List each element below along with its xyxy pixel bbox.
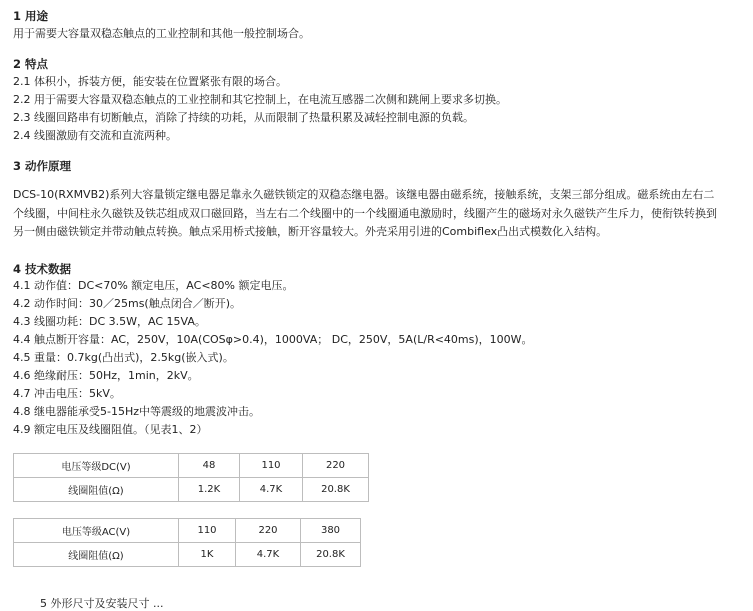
dc-voltage-table [13, 453, 369, 502]
tech-item: 4.1 动作值：DC<70% 额定电压，AC<80% 额定电压。 [13, 279, 294, 292]
feature-item: 2.3 线圈回路串有切断触点，消除了持续的功耗，从而限制了热量积累及减轻控制电源的负载。 [13, 111, 474, 124]
feature-item: 2.1 体积小，拆装方便，能安装在位置紧张有限的场合。 [13, 75, 287, 88]
tech-item: 4.7 冲击电压：5kV。 [13, 387, 121, 400]
table-cell: 1K [179, 543, 236, 567]
heading-features: 2 特点 [13, 57, 49, 71]
tech-item: 4.4 触点断开容量：AC，250V，10A(COSφ>0.4)，1000VA； DC，250V，5A(L/R<40ms)，100W。 [13, 333, 533, 346]
table-cell: 220 [236, 519, 301, 543]
principle-paragraph: DCS-10(RXMVB2)系列大容量锁定继电器足靠永久磁铁锁定的双稳态继电器。该继电器由磁系统，接触系统，支架三部分组成。磁系统由左右二个线圈，中间柱永久磁铁及铁芯组成双口磁回路，当左右二个线圈中的一个线圈通电激励时，线圈产生的磁场对永久磁铁产生斥力，使衔铁转换到另一侧由磁铁锁定并带动触点转换。触点采用桥式接触，断开容量较大。外壳采用引进的Combiflex凸出式模数化入结构。 [13, 188, 717, 239]
table-cell: 20.8K [301, 543, 361, 567]
table-cell: 110 [240, 454, 303, 478]
feature-item: 2.2 用于需要大容量双稳态触点的工业控制和其它控制上，在电流互感器二次侧和跳闸上要求多切换。 [13, 93, 507, 106]
tech-item: 4.8 继电器能承受5-15Hz中等震级的地震波冲击。 [13, 405, 260, 418]
table-cell: 1.2K [179, 478, 240, 502]
table-cell: 20.8K [303, 478, 369, 502]
tech-item: 4.2 动作时间：30／25ms(触点闭合／断开)。 [13, 297, 242, 310]
table-cell: 线圈阻值(Ω) [14, 543, 179, 567]
table-cell: 48 [179, 454, 240, 478]
table-cell: 电压等级DC(V) [14, 454, 179, 478]
table-row [14, 454, 369, 478]
heading-principle: 3 动作原理 [13, 159, 72, 173]
table-cell: 110 [179, 519, 236, 543]
table-cell: 线圈阻值(Ω) [14, 478, 179, 502]
table-cell: 电压等级AC(V) [14, 519, 179, 543]
feature-item: 2.4 线圈激励有交流和直流两种。 [13, 129, 177, 142]
table-cell: 220 [303, 454, 369, 478]
footer-partial-text: 5 外形尺寸及安装尺寸 ... [40, 597, 164, 610]
heading-usage: 1 用途 [13, 9, 49, 23]
tech-item: 4.3 线圈功耗：DC 3.5W，AC 15VA。 [13, 315, 206, 328]
table-row [14, 543, 361, 567]
tech-item: 4.5 重量：0.7kg(凸出式)，2.5kg(嵌入式)。 [13, 351, 234, 364]
heading-tech-data: 4 技术数据 [13, 262, 72, 276]
ac-voltage-table [13, 518, 361, 567]
tech-item: 4.9 额定电压及线圈阻值。（见表1、2） [13, 423, 208, 436]
table-cell: 4.7K [236, 543, 301, 567]
table-row [14, 478, 369, 502]
table-cell: 380 [301, 519, 361, 543]
tech-item: 4.6 绝缘耐压：50Hz，1min，2kV。 [13, 369, 199, 382]
table-cell: 4.7K [240, 478, 303, 502]
usage-text: 用于需要大容量双稳态触点的工业控制和其他一般控制场合。 [13, 27, 310, 40]
table-row [14, 519, 361, 543]
